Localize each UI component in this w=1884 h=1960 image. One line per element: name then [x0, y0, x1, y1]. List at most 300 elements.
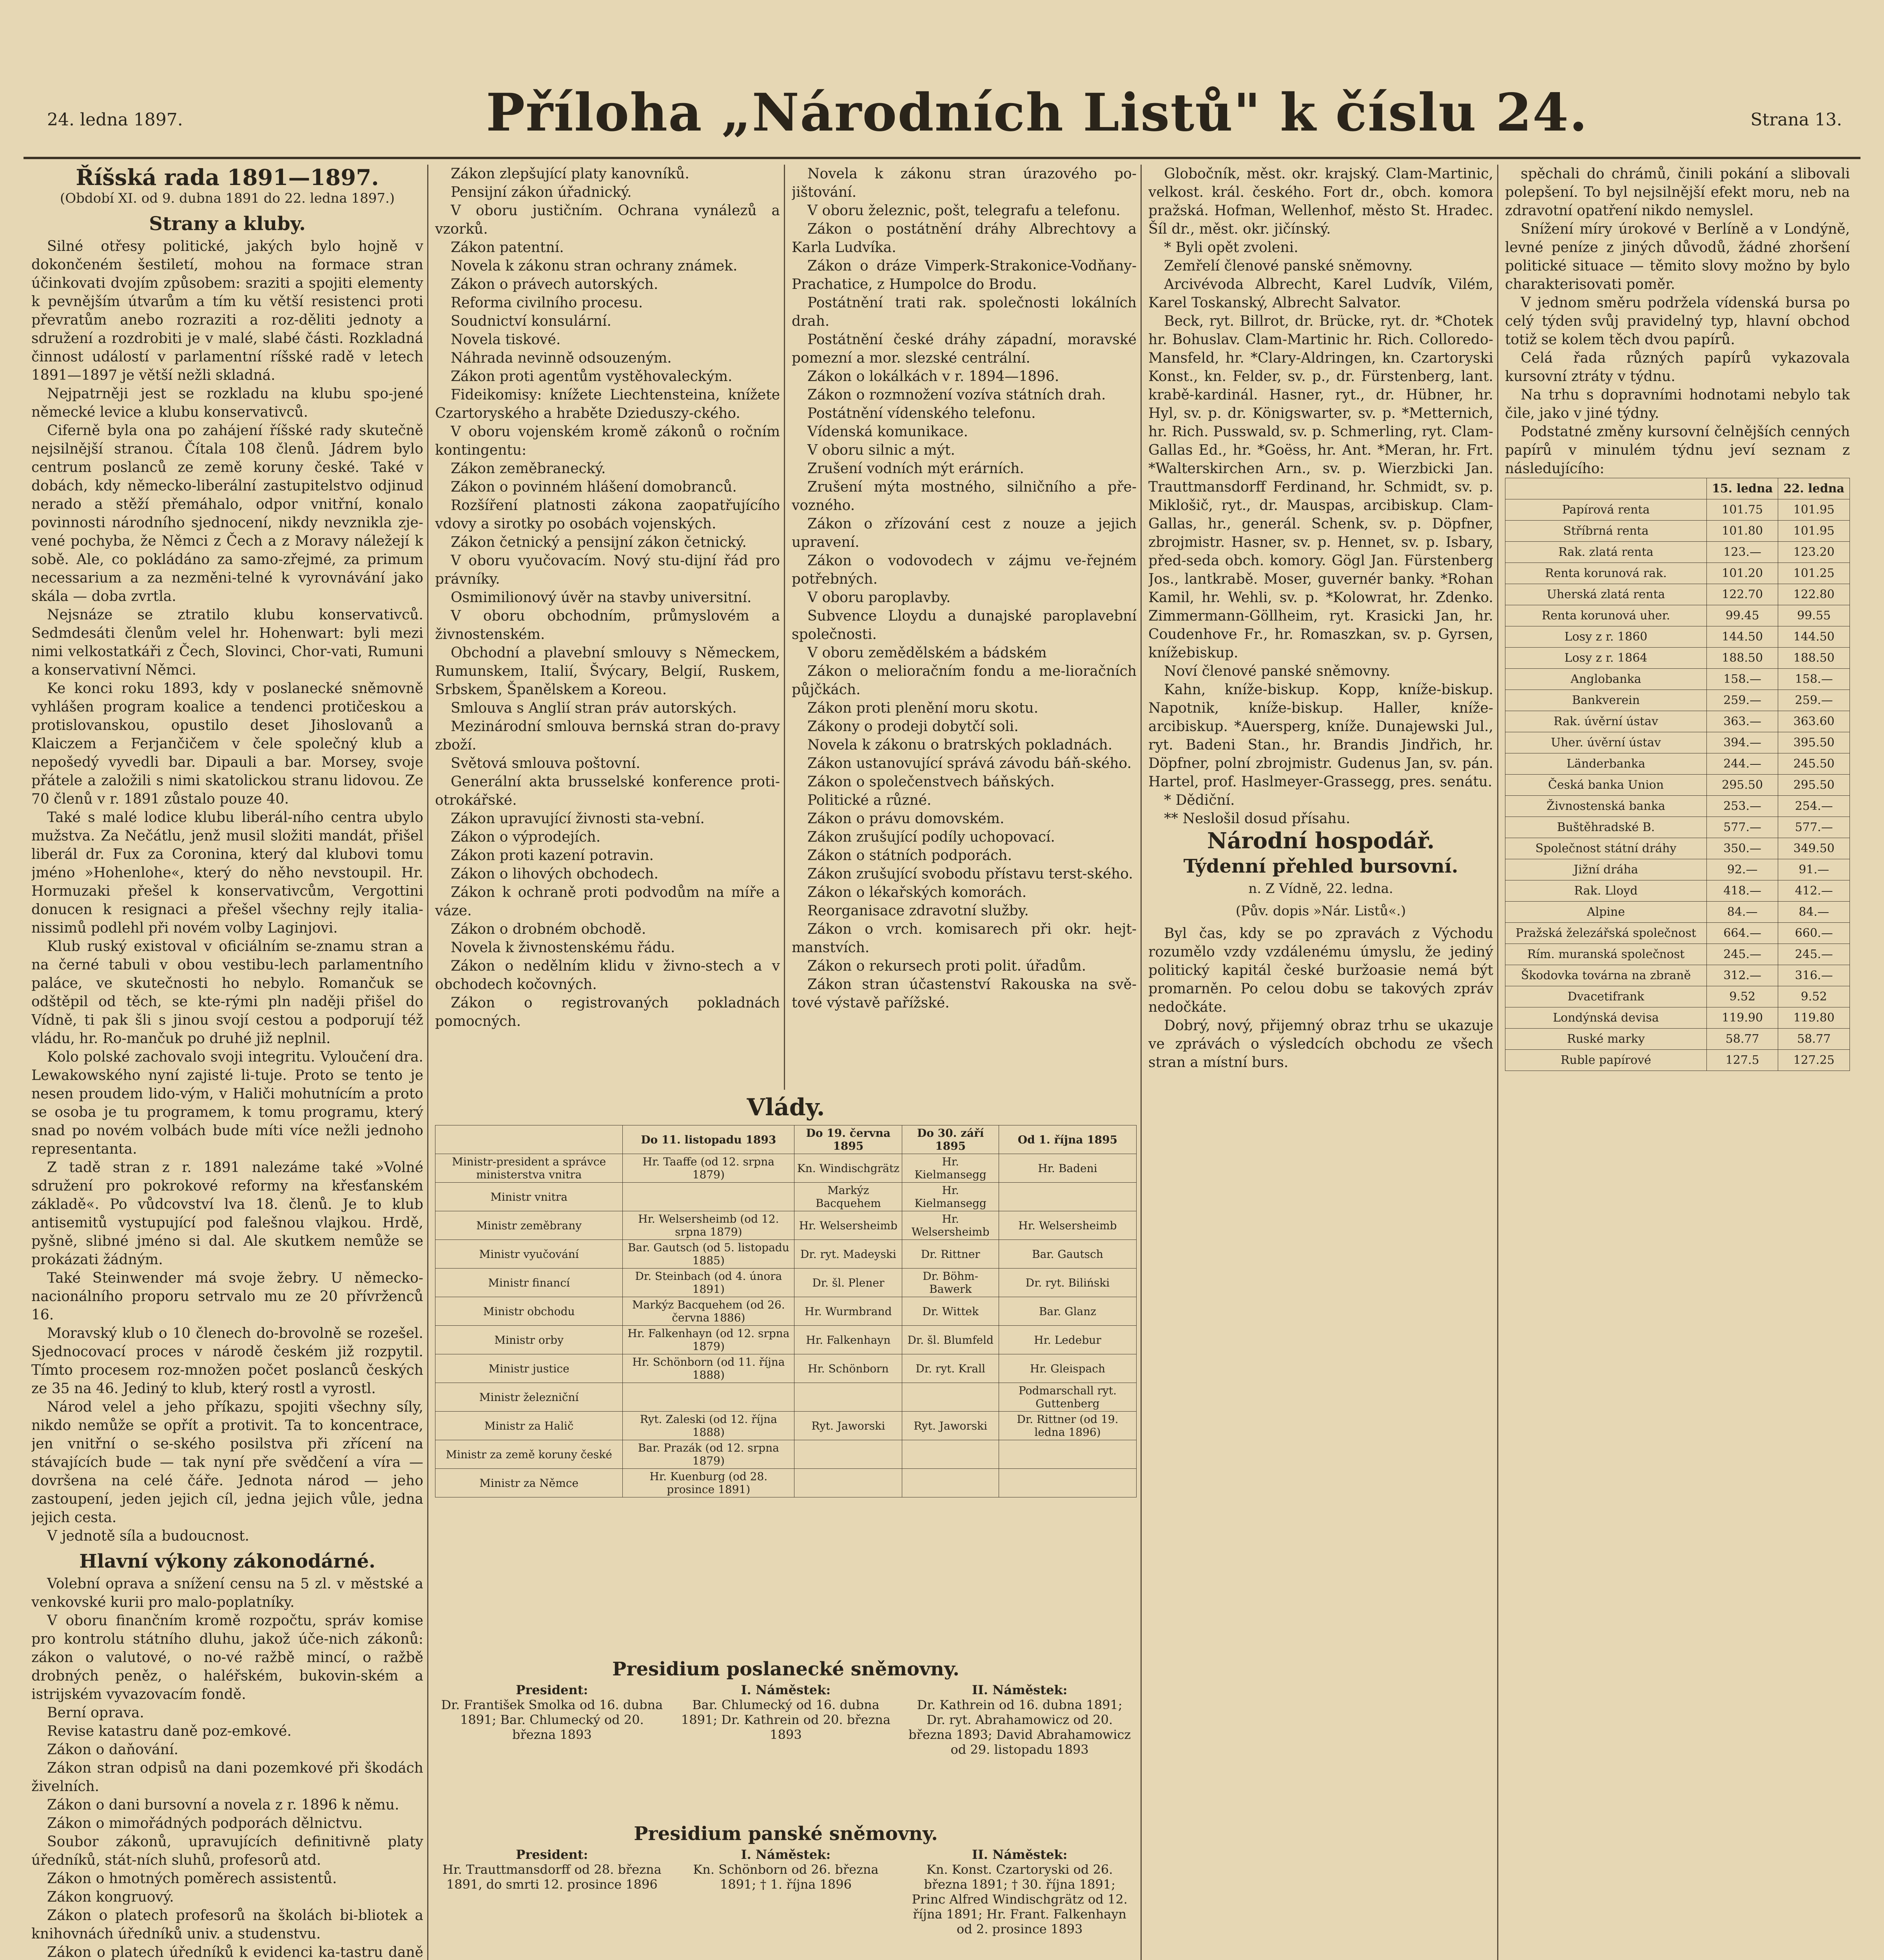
header-rule — [24, 157, 1860, 159]
table-cell — [794, 1469, 902, 1497]
table-cell — [902, 1469, 999, 1497]
table-cell: Hr. Welsersheimb — [999, 1211, 1136, 1240]
table-row — [1505, 753, 1850, 775]
law-item: Zákon o dani bursovní a novela z r. 1896 k němu. — [47, 1797, 399, 1813]
law-item: Subvence Lloydu a dunajské paroplavební společnosti. — [792, 608, 1137, 642]
law-item: Zákon o lokálkách v r. 1894—1896. — [807, 368, 1059, 385]
table-cell: 350.— — [1706, 838, 1778, 859]
table-cell: 92.— — [1706, 859, 1778, 880]
table-cell: 660.— — [1778, 923, 1850, 944]
law-item: Zákon o lihových obchodech. — [451, 866, 658, 882]
member-entry: * Byli opět zvoleni. — [1164, 240, 1298, 256]
table-row — [1505, 669, 1850, 690]
presidium-entry: Bar. Chlumecký od 16. dubna 1891; Dr. Kathrein od 20. března 1893 — [681, 1697, 891, 1742]
law-item: Generální akta brusselské konference proti-otrokářské. — [435, 774, 780, 808]
table-cell: Hr. Welsersheimb (od 12. srpna 1879) — [623, 1211, 794, 1240]
table-cell: Dr. Rittner (od 19. ledna 1896) — [999, 1412, 1136, 1440]
article-heading: Říšská rada 1891—1897. — [76, 165, 379, 191]
presidium-entry: Kn. Konst. Czartoryski od 26. března 1891; † 30. října 1891; Princ Alfred Windischgrätz od 12. října 1891; Hr. Frant. Falkenhayn od 2. prosince 1893 — [912, 1862, 1128, 1936]
table-row — [435, 1154, 1137, 1183]
table-cell: 245.50 — [1778, 753, 1850, 775]
column-4 — [1148, 165, 1493, 1960]
presidium-label: I. Náměstek: — [741, 1682, 831, 1697]
table-cell: Kn. Windischgrätz — [794, 1154, 902, 1183]
table-cell: 577.— — [1778, 817, 1850, 838]
table-row — [435, 1469, 1137, 1497]
law-item: Vídenská komunikace. — [807, 424, 968, 440]
law-item: Zrušení mýta mostného, silničního a pře-vozného. — [792, 479, 1137, 514]
law-item: Zákon o daňování. — [47, 1742, 179, 1758]
table-cell: 144.50 — [1778, 626, 1850, 648]
table-cell: Dr. šl. Blumfeld — [902, 1326, 999, 1354]
table-cell: Bar. Prazák (od 12. srpna 1879) — [623, 1440, 794, 1469]
column-divider — [427, 165, 428, 1960]
table-header-cell — [1505, 478, 1707, 499]
table-header-cell — [435, 1125, 623, 1154]
law-item: Zákon proti agentům vystěhovaleckým. — [451, 368, 733, 385]
table-caption: Podstatné změny kursovní čelnějších cenných papírů v minulém týdnu jeví seznam z následujícího: — [1505, 424, 1850, 477]
table-cell: Dr. ryt. Biliński — [999, 1269, 1136, 1297]
table-cell: Ministr obchodu — [435, 1297, 623, 1326]
law-item: Zákon stran odpisů na dani pozemkové při škodách živelních. — [31, 1760, 423, 1795]
market-commentary — [1505, 165, 1850, 423]
quotes-table — [1505, 478, 1850, 1071]
paragraph: Snížení míry úrokové v Berlíně a v Londýně, levné peníze z jiných důvodů, žádné zhoršení politické situace — těmito slovy možno by bylo charakterisovati poměr. — [1505, 221, 1850, 292]
table-cell: 245.— — [1778, 944, 1850, 965]
table-cell: Ministr za Halič — [435, 1412, 623, 1440]
masthead — [24, 82, 1866, 153]
table-cell: Hr. Schönborn — [794, 1354, 902, 1383]
law-item: Berní oprava. — [47, 1705, 144, 1721]
table-cell: Ministr-president a správce ministerstva vnitra — [435, 1154, 623, 1183]
presidium-lower-house — [435, 1658, 1137, 1762]
presidium-title: Presidium poslanecké sněmovny. — [612, 1658, 959, 1680]
column-divider — [1497, 165, 1498, 1960]
law-item: Zákon o státních podporách. — [807, 848, 1012, 864]
law-item: Zákon o právu domovském. — [807, 811, 1005, 827]
table-cell: 254.— — [1778, 796, 1850, 817]
table-row — [435, 1383, 1137, 1412]
table-row — [1505, 944, 1850, 965]
table-cell: 58.77 — [1706, 1029, 1778, 1050]
table-cell: 363.60 — [1778, 711, 1850, 732]
table-cell: 363.— — [1706, 711, 1778, 732]
table-cell: Jižní dráha — [1505, 859, 1707, 880]
column-2 — [435, 165, 780, 1090]
column-1 — [31, 165, 423, 1960]
column-divider — [784, 165, 785, 1090]
table-cell: Stříbrná renta — [1505, 521, 1707, 542]
table-cell: 122.80 — [1778, 584, 1850, 605]
table-row — [1505, 902, 1850, 923]
table-cell: Rak. zlatá renta — [1505, 542, 1707, 563]
table-cell: 119.90 — [1706, 1007, 1778, 1029]
table-row — [1505, 732, 1850, 753]
table-row — [1505, 1050, 1850, 1071]
table-cell: Hr. Badeni — [999, 1154, 1136, 1183]
law-item: Zákon o společenstvech báňských. — [807, 774, 1055, 790]
table-cell: Renta korunová rak. — [1505, 563, 1707, 584]
table-row — [1505, 817, 1850, 838]
table-cell: Hr. Kielmansegg — [902, 1183, 999, 1211]
law-item: Zrušení vodních mýt erárních. — [807, 461, 1024, 477]
law-item: Zákon zlepšující platy kanovníků. — [451, 166, 689, 182]
law-item: Mezinárodní smlouva bernská stran do-pravy zboží. — [435, 719, 780, 753]
table-cell: 188.50 — [1706, 648, 1778, 669]
member-entry: Arcivévoda Albrecht, Karel Ludvík, Vilém, Karel Toskanský, Albrecht Salvator. — [1148, 276, 1493, 311]
table-cell: Ruské marky — [1505, 1029, 1707, 1050]
law-item: Zákon o rekursech proti polit. úřadům. — [807, 958, 1086, 974]
table-header-cell: Od 1. října 1895 — [999, 1125, 1136, 1154]
table-cell: Bar. Gautsch — [999, 1240, 1136, 1269]
table-row — [1505, 711, 1850, 732]
law-item: Zákon o registrovaných pokladnách pomocných. — [435, 995, 780, 1029]
table-cell: 188.50 — [1778, 648, 1850, 669]
law-item: Zákon o mimořádných podporách dělnictvu. — [47, 1815, 363, 1831]
table-cell: 101.20 — [1706, 563, 1778, 584]
table-cell: Dvacetifrank — [1505, 986, 1707, 1007]
table-row — [1505, 986, 1850, 1007]
table-row — [1505, 859, 1850, 880]
law-item: Zákon o zřízování cest z nouze a jejich upravení. — [792, 516, 1137, 550]
paragraph: Ke konci roku 1893, kdy v poslanecké sněmovně vyhlášen program koalice a tendenci protičeskou a protislovanskou, opustilo deset Jihoslovanů a Klaiczem a Ferjančičem v čele společný klub a nepošedý vyvedli bar. Dipauli a bar. Morsey, svoje přátele a založili s nimi skatolickou stranu lidovou. Ze 70 členů v r. 1891 zůstalo pouze 40. — [31, 681, 423, 807]
table-cell: 316.— — [1778, 965, 1850, 986]
law-item: Zákon o postátnění dráhy Albrechtovy a Karla Ludvíka. — [792, 221, 1137, 256]
table-cell: 349.50 — [1778, 838, 1850, 859]
table-cell: 158.— — [1706, 669, 1778, 690]
table-cell: 158.— — [1778, 669, 1850, 690]
table-row — [435, 1297, 1137, 1326]
table-cell — [794, 1383, 902, 1412]
table-cell: 9.52 — [1706, 986, 1778, 1007]
table-cell: Hr. Gleispach — [999, 1354, 1136, 1383]
table-cell: Dr. Wittek — [902, 1297, 999, 1326]
law-item: Novela k zákonu stran ochrany známek. — [451, 258, 738, 274]
presidium-entry: Kn. Schönborn od 26. března 1891; † 1. října 1896 — [693, 1862, 879, 1892]
law-item: Zákon o vodovodech v zájmu ve-řejném potřebných. — [792, 553, 1137, 587]
member-entry: Noví členové panské sněmovny. — [1164, 663, 1391, 679]
table-cell: Živnostenská banka — [1505, 796, 1707, 817]
law-item: Novela k zákonu stran úrazového po-jištování. — [792, 166, 1137, 200]
law-item: Světová smlouva poštovní. — [451, 755, 640, 771]
table-cell: Renta korunová uher. — [1505, 605, 1707, 626]
table-cell: Dr. šl. Plener — [794, 1269, 902, 1297]
table-cell: 127.25 — [1778, 1050, 1850, 1071]
presidium-label: II. Náměstek: — [972, 1682, 1068, 1697]
table-header-cell: Do 11. listopadu 1893 — [623, 1125, 794, 1154]
law-item: Zákon o melioračním fondu a me-lioračních půjčkách. — [792, 663, 1137, 698]
table-cell: 127.5 — [1706, 1050, 1778, 1071]
table-cell: Rak. úvěrní ústav — [1505, 711, 1707, 732]
law-item: Obchodní a plavební smlouvy s Německem, Rumunskem, Italií, Švýcary, Belgií, Ruskem, Srbskem, Španělskem a Koreou. — [435, 645, 780, 698]
table-cell: Hr. Falkenhayn — [794, 1326, 902, 1354]
law-item: Zákon o drobném obchodě. — [451, 921, 646, 937]
table-cell: Papírová renta — [1505, 499, 1707, 521]
law-item: V oboru vojenském kromě zákonů o ročním kontingentu: — [435, 424, 780, 458]
paragraph: Také Steinwender má svoje žebry. U německo-nacionálního proporu setrvalo mu ze 20 přívrženců 16. — [31, 1270, 423, 1323]
dateline: n. Z Vídně, 22. ledna. — [1248, 881, 1393, 897]
table-cell: 84.— — [1778, 902, 1850, 923]
table-cell: 295.50 — [1778, 775, 1850, 796]
member-entry: Zemřelí členové panské sněmovny. — [1164, 258, 1413, 274]
table-header-cell: Do 30. září 1895 — [902, 1125, 999, 1154]
law-item: Zákon o povinném hlášení domobranců. — [451, 479, 737, 495]
table-cell: Dr. Steinbach (od 4. února 1891) — [623, 1269, 794, 1297]
table-cell: Ryt. Jaworski — [902, 1412, 999, 1440]
law-item: Revise katastru daně poz-emkové. — [47, 1723, 292, 1739]
paragraph: Na trhu s dopravními hodnotami nebylo tak čile, jako v jiné týdny. — [1505, 387, 1850, 421]
governments-table-block — [435, 1094, 1137, 1642]
table-cell: 259.— — [1706, 690, 1778, 711]
table-cell: 58.77 — [1778, 1029, 1850, 1050]
table-cell: Hr. Schönborn (od 11. října 1888) — [623, 1354, 794, 1383]
table-cell: 123.20 — [1778, 542, 1850, 563]
law-item: Zákon o dráze Vimperk-Strakonice-Vodňany-Prachatice, z Humpolce do Brodu. — [792, 258, 1137, 292]
presidium-entry: Dr. František Smolka od 16. dubna 1891; Bar. Chlumecký od 20. března 1893 — [441, 1697, 663, 1742]
table-cell: Ministr vyučování — [435, 1240, 623, 1269]
table-cell: 123.— — [1706, 542, 1778, 563]
law-item: V oboru justičním. Ochrana vynálezů a vzorků. — [435, 203, 780, 237]
table-cell — [902, 1383, 999, 1412]
table-cell: Markýz Bacquehem (od 26. června 1886) — [623, 1297, 794, 1326]
paragraph: V jednotě síla a budoucnost. — [47, 1528, 249, 1544]
table-cell: Hr. Welsersheimb — [794, 1211, 902, 1240]
law-item: Reforma civilního procesu. — [451, 295, 643, 311]
paragraph: Dobrý, nový, přijemný obraz trhu se ukazuje ve zprávách o výsledcích obchodu ze všech stran a místní burs. — [1148, 1018, 1493, 1071]
law-item: Novela k živnostenskému řádu. — [451, 940, 675, 956]
presidium-label: I. Náměstek: — [741, 1847, 831, 1862]
table-cell: Anglobanka — [1505, 669, 1707, 690]
table-cell: 664.— — [1706, 923, 1778, 944]
member-entry: Beck, ryt. Billrot, dr. Brücke, ryt. dr. *Chotek hr. Bohuslav. Clam-Martinic hr. Rich. Colloredo-Mansfeld, hr. *Clary-Aldringen, kn. Czartoryski Konst., kn. Felder, sv. p., dr. Fürstenberg, lant. krabě-kardinál. Hasner, ryt., dr. Hübner, hr. Hyl, sv. p. dr. Königswarter, sv. p. *Metternich, hr. Rich. Pusswald, sv. p. Schmerling, ryt. Clam-Gallas Ed., hr. *Goëss, hr. Ant. *Meran, hr. Frt. *Walterskirchen Arn., sv. p. Wierzbicki Jan. Trauttmansdorff Ferdinand, hr. Schmidt, sv. p. Miklošič, ryt., dr. Mauspas, arcibiskup. Clam-Gallas, hr., generál. Schenk, sv. p. Döpfner, zbrojmistr. Hasner, sv. p. Hennet, sv. p. Isbary, před-seda obch. komory. Gögl Jan. Fürstenberg Jos., lantkrabě. Moser, guvernér banky. *Rohan Kamil, hr. Wehli, sv. p. *Kolowrat, hr. Zdenko. Zimmermann-Göllheim, ryt. Krasicki Jan, hr. Coudenhove Fr., hr. Romaszkan, sv. p. Gyrsen, knížebiskup. — [1148, 313, 1493, 661]
law-item: V oboru paroplavby. — [807, 590, 951, 606]
table-cell: Hr. Welsersheimb — [902, 1211, 999, 1240]
table-cell: Ryt. Zaleski (od 12. října 1888) — [623, 1412, 794, 1440]
table-cell — [794, 1440, 902, 1469]
law-item: V oboru zemědělském a bádském — [807, 645, 1047, 661]
presidium-label: II. Náměstek: — [972, 1847, 1068, 1862]
paragraph: V jednom směru podržela vídenská bursa po celý týden svůj pravidelný typ, hlavní obchod totiž se kolem těch dvou papírů. — [1505, 295, 1850, 348]
law-item: Postátnění české dráhy západní, moravské pomezní a mor. slezské centrální. — [792, 332, 1137, 366]
table-cell: Dr. ryt. Madeyski — [794, 1240, 902, 1269]
table-cell: Ministr financí — [435, 1269, 623, 1297]
table-cell: 295.50 — [1706, 775, 1778, 796]
table-row — [1505, 521, 1850, 542]
table-cell — [999, 1440, 1136, 1469]
law-item: Zákon upravující živnosti sta-vební. — [451, 811, 705, 827]
table-row — [1505, 563, 1850, 584]
presidium-entry: Dr. Kathrein od 16. dubna 1891; Dr. ryt. Abrahamowicz od 20. března 1893; David Abrahamowicz od 29. listopadu 1893 — [908, 1697, 1131, 1757]
table-cell: Ministr za země koruny české — [435, 1440, 623, 1469]
law-item: Zákon zrušující svobodu přístavu terst-ského. — [807, 866, 1133, 882]
article-subheading: (Období XI. od 9. dubna 1891 do 22. ledna 1897.) — [60, 191, 395, 206]
law-item: Osmimilionový úvěr na stavby universitní. — [451, 590, 752, 606]
table-cell: 577.— — [1706, 817, 1778, 838]
paragraph: Národ velel a jeho příkazu, spojiti všechny síly, nikdo nemůže se opřít a protivit. Ta to koncentrace, jen vnitřní o se-ského posilstva při zřícení na stávajících bude — tak nyní pře svědčení a víra — dovršena na celé čáře. Jednota národ — jeho zastoupení, jeden jejich cíl, jedna jejich vůle, jedna jejich cesta. — [31, 1399, 423, 1526]
table-cell: Alpine — [1505, 902, 1707, 923]
table-row — [435, 1240, 1137, 1269]
table-row — [1505, 542, 1850, 563]
presidium-label: President: — [516, 1682, 588, 1697]
law-item: Zákon o rozmnožení vozíva státních drah. — [807, 387, 1106, 403]
table-cell: Losy z r. 1864 — [1505, 648, 1707, 669]
table-cell: Ryt. Jaworski — [794, 1412, 902, 1440]
table-row — [1505, 1007, 1850, 1029]
table-cell: 412.— — [1778, 880, 1850, 902]
paragraph: Byl čas, kdy se po zpravách z Východu rozumělo vzdy vzdálenému úmyslu, že jediný politický kapitál české buržoasie nemá být promarněn. Po celou dobu se takových zpráv nedočkáte. — [1148, 926, 1493, 1015]
law-item: Zákon o platech profesorů na školách bi-bliotek a knihovnách úředníků univ. a studenstvu. — [31, 1907, 423, 1942]
table-cell: Pražská železářská společnost — [1505, 923, 1707, 944]
paragraph: Moravský klub o 10 členech do-brovolně se rozešel. Sjednocovací proces v národě českém již rozpytil. Tímto procesem roz-množen počet poslanců českých ze 35 na 46. Jediný to klub, který rostl a vyrostl. — [31, 1325, 423, 1397]
law-item: V oboru železnic, pošt, telegrafu a telefonu. — [807, 203, 1121, 219]
law-item: Zákon kongruový. — [47, 1889, 174, 1905]
table-cell: Hr. Kuenburg (od 28. prosince 1891) — [623, 1469, 794, 1497]
law-item: Soubor zákonů, upravujících definitivně platy úředníků, stát-ních sluhů, profesorů atd. — [31, 1834, 423, 1868]
table-cell: Ministr justice — [435, 1354, 623, 1383]
table-cell: 245.— — [1706, 944, 1778, 965]
table-cell: 144.50 — [1706, 626, 1778, 648]
table-cell: Dr. Böhm-Bawerk — [902, 1269, 999, 1297]
column-5 — [1505, 165, 1850, 1960]
table-cell: Markýz Bacquehem — [794, 1183, 902, 1211]
presidium-title: Presidium panské sněmovny. — [634, 1823, 938, 1845]
table-header-cell: Do 19. června 1895 — [794, 1125, 902, 1154]
paragraph: Nejpatrněji jest se rozkladu na klubu spo-jené německé levice a klubu konservativců. — [31, 386, 423, 420]
table-cell: 101.75 — [1706, 499, 1778, 521]
law-item: Zákon četnický a pensijní zákon četnický. — [451, 534, 747, 550]
paragraph: Ciferně byla ona po zahájení říšské rady skutečně nejsilnější stranou. Čítala 108 členů. Jádrem bylo centrum poslanců ze země koruny české. Také v dobách, kdy německo-liberální zastupitelstvo odjinud nerado a stěží přemáhalo, odpor vnitřní, konalo povinnosti národního sjednocení, nikdy nevznikla zje-vené pochyba, že Němci z Čech a z Moravy náležejí k sobě. Ale, co pokládáno za samo-zřejmé, za primum necessarium a za nezměni-telné k vyrovnávání jako skála — doba zvrtla. — [31, 423, 423, 604]
table-row — [435, 1269, 1137, 1297]
table-cell: 119.80 — [1778, 1007, 1850, 1029]
law-item: V oboru vyučovacím. Nový stu-dijní řád pro právníky. — [435, 553, 780, 587]
member-entry: Globočník, měst. okr. krajský. Clam-Martinic, velkost. král. českého. Fort dr., obch. komora pražská. Hofman, Wellenhof, město St. Hradec. Šíl dr., měst. okr. jičínský. — [1148, 166, 1493, 237]
law-item: Náhrada nevinně odsouzeným. — [451, 350, 672, 366]
law-item: Zákony o prodeji dobytčí soli. — [807, 719, 1019, 735]
table-cell: Hr. Taaffe (od 12. srpna 1879) — [623, 1154, 794, 1183]
table-cell: 99.55 — [1778, 605, 1850, 626]
table-cell: Bankverein — [1505, 690, 1707, 711]
table-cell: Hr. Wurmbrand — [794, 1297, 902, 1326]
table-row — [435, 1440, 1137, 1469]
law-item: V oboru obchodním, průmyslovém a živnostenském. — [435, 608, 780, 642]
presidium-upper-house — [435, 1823, 1137, 1942]
table-cell: 259.— — [1778, 690, 1850, 711]
paragraph: Kolo polské zachovalo svoji integritu. Vyloučení dra. Lewakowského nyní zajisté li-tuje. Proto se tento je nesen proudem lido-vým, v Haliči mohutnícím a proto se osoba je tu programem, k tomu programu, který snad po novém volbách bude míti více nežli jednoho representanta. — [31, 1049, 423, 1157]
presidium-entry: Hr. Trauttmansdorff od 28. března 1891, do smrti 12. prosince 1896 — [442, 1862, 662, 1892]
law-item: Zákon stran účastenství Rakouska na svě-tové výstavě pařížské. — [792, 976, 1137, 1011]
paragraph: Klub ruský existoval v oficiálním se-znamu stran a na černé tabuli v obou vestibu-lech parlamentního paláce, ve skutečnosti ho nebylo. Romančuk se odštěpil od těch, se kte-rými pln naději přišel do Vídně, ti pak šli s jinou svojí cestou a podporují též vládu, hr. Ro-mančuk po druhé již neplnil. — [31, 938, 423, 1047]
law-item: Politické a různé. — [807, 792, 932, 808]
column-divider — [1141, 165, 1142, 1960]
column-3 — [792, 165, 1137, 1090]
table-row — [1505, 605, 1850, 626]
table-row — [435, 1412, 1137, 1440]
paragraph: Také s malé lodice klubu liberál-ního centra ubylo mužstva. Za Nečátlu, jenž musil složiti mandát, přišel liberál dr. Fux za Coronina, který dal klubovi tomu jméno »Hohenlohe«, který do něho nevstoupil. Hr. Hormuzaki přešel k konservativcům, Vergottini donucen k resignaci a přešel všechny rejly italia-nissimů podlehl při novém volby Laginjovi. — [31, 809, 423, 936]
law-item: Zákon o výprodejích. — [451, 829, 601, 845]
table-cell: Uher. úvěrní ústav — [1505, 732, 1707, 753]
table-cell: Dr. ryt. Krall — [902, 1354, 999, 1383]
law-item: Zákon o vrch. komisarech při okr. hejt-manstvích. — [792, 921, 1137, 956]
law-item: Zákon ustanovující správá závodu báň-ského. — [807, 755, 1132, 771]
law-item: Zákon o nedělním klidu v živno-stech a v obchodech kočovných. — [435, 958, 780, 993]
table-cell: 101.95 — [1778, 499, 1850, 521]
table-cell: Ministr orby — [435, 1326, 623, 1354]
table-title: Vlády. — [747, 1094, 825, 1121]
table-row — [1505, 499, 1850, 521]
table-row — [1505, 690, 1850, 711]
table-row — [1505, 775, 1850, 796]
paragraph: Z tadě stran z r. 1891 nalezáme také »Volné sdružení pro pokrokové reformy na křesťanském základě«. Po vůdcovství lva 18. členů. Je to klub antisemitů vystupující pod falešnou vlajkou. Hrdě, pyšně, slibné jméno si dal. Ale skutkem nemůže se prokázati žádným. — [31, 1160, 423, 1268]
table-cell: Ministr železniční — [435, 1383, 623, 1412]
table-cell: Losy z r. 1860 — [1505, 626, 1707, 648]
law-item: Zákon proti plenění moru skotu. — [807, 700, 1039, 716]
table-cell: Česká banka Union — [1505, 775, 1707, 796]
table-cell: Dr. Rittner — [902, 1240, 999, 1269]
table-cell: Bar. Gautsch (od 5. listopadu 1885) — [623, 1240, 794, 1269]
table-cell: 394.— — [1706, 732, 1778, 753]
table-cell: Ministr vnitra — [435, 1183, 623, 1211]
supplement-title: Příloha „Národních Listů" k číslu 24. — [486, 82, 1588, 143]
table-cell: Bar. Glanz — [999, 1297, 1136, 1326]
table-cell — [623, 1183, 794, 1211]
table-cell: Hr. Falkenhayn (od 12. srpna 1879) — [623, 1326, 794, 1354]
member-entry: Kahn, kníže-biskup. Kopp, kníže-biskup. Napotnik, kníže-biskup. Haller, kníže-arcibiskup. *Auersperg, kníže. Dunajewski Jul., ryt. Badeni Stan., hr. Brandis Jindřich, hr. Döpfner, polní zbrojmistr. Gudenus Jan, sv. pán. Hartel, prof. Haslmeyer-Grassegg, pres. senátu. — [1148, 682, 1493, 790]
law-item: Postátnění trati rak. společnosti lokálních drah. — [792, 295, 1137, 329]
section-heading-2: Hlavní výkony zákonodárné. — [79, 1550, 375, 1572]
law-item: Zákon proti kazení potravin. — [451, 848, 654, 864]
table-cell — [999, 1183, 1136, 1211]
table-row — [1505, 880, 1850, 902]
law-item: Novela tiskové. — [451, 332, 561, 348]
table-cell: Podmarschall ryt. Guttenberg — [999, 1383, 1136, 1412]
table-cell — [902, 1440, 999, 1469]
law-item: V oboru finančním kromě rozpočtu, správ komise pro kontrolu státního dluhu, jakož úče-nich zákonů: zákon o valutové, o no-vé ražbě mincí, o ražbě drobných peněz, o haléřském, bukovin-ském a istrijském vyvazovacím fondě. — [31, 1613, 423, 1702]
table-cell: 253.— — [1706, 796, 1778, 817]
member-entry: ** Neslošil dosud přísahu. — [1164, 811, 1351, 827]
table-cell: 395.50 — [1778, 732, 1850, 753]
table-cell: Společnost státní dráhy — [1505, 838, 1707, 859]
section-subheading: Týdenní přehled bursovní. — [1183, 855, 1458, 877]
law-item: Smlouva s Anglií stran práv autorských. — [451, 700, 737, 716]
paragraph: Celá řada různých papírů vykazovala kursovní ztráty v týdnu. — [1505, 350, 1850, 385]
table-cell: 244.— — [1706, 753, 1778, 775]
law-item: Pensijní zákon úřadnický. — [451, 184, 632, 200]
table-cell: Länderbanka — [1505, 753, 1707, 775]
law-item: Rozšíření platnosti zákona zaopatřujícího vdovy a sirotky po osobách vojenských. — [435, 497, 780, 532]
governments-table — [435, 1125, 1137, 1497]
table-cell: 101.95 — [1778, 521, 1850, 542]
table-cell: Ruble papírové — [1505, 1050, 1707, 1071]
section-heading: Strany a kluby. — [149, 213, 306, 235]
table-header-cell: 22. ledna — [1778, 478, 1850, 499]
table-cell: Uherská zlatá renta — [1505, 584, 1707, 605]
law-item: V oboru silnic a mýt. — [807, 442, 955, 458]
law-item: Zákon o lékařských komorách. — [807, 884, 1027, 900]
table-cell: Hr. Kielmansegg — [902, 1154, 999, 1183]
law-item: Zákon o právech autorských. — [451, 276, 658, 292]
table-cell — [623, 1383, 794, 1412]
source-note: (Pův. dopis »Nár. Listů«.) — [1235, 903, 1406, 919]
law-item: Zákon zeměbranecký. — [451, 461, 606, 477]
table-row — [1505, 1029, 1850, 1050]
member-entry: * Dědiční. — [1164, 792, 1235, 808]
table-cell: 418.— — [1706, 880, 1778, 902]
table-row — [435, 1326, 1137, 1354]
law-item: Zákon zrušující podíly uchopovací. — [807, 829, 1055, 845]
table-cell: 101.25 — [1778, 563, 1850, 584]
table-cell: 101.80 — [1706, 521, 1778, 542]
table-header-cell: 15. ledna — [1706, 478, 1778, 499]
